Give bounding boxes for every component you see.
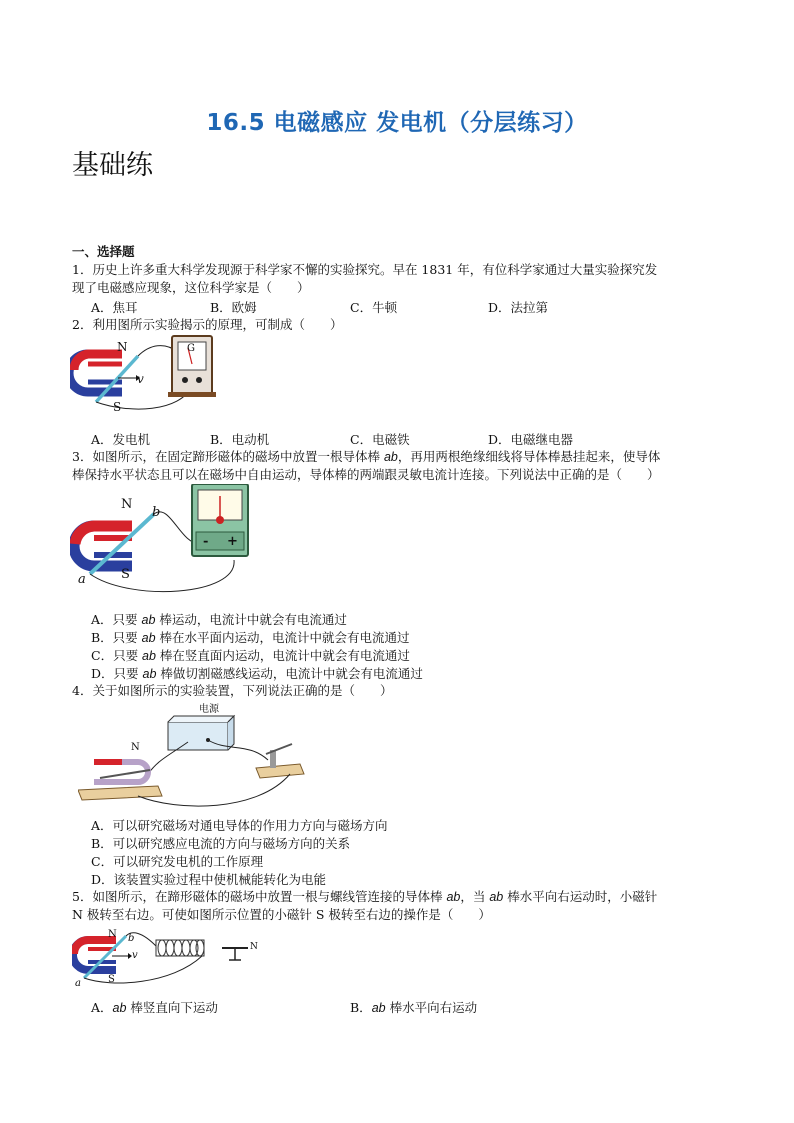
q3-option-c[interactable]: C．只要 ab 棒在竖直面内运动，电流计中就会有电流通过: [91, 648, 410, 663]
section-heading: 基础练: [72, 150, 153, 181]
q5-fig-label-b: b: [128, 933, 135, 944]
part-heading: 一、选择题: [72, 244, 135, 259]
q5-fig-label-needle-n: N: [250, 942, 258, 952]
q3-fig-label-b: b: [152, 505, 161, 520]
q3-fig-label-minus: -: [203, 534, 209, 549]
q1-stem-line2: 现了电磁感应现象，这位科学家是（ ）: [72, 280, 310, 295]
q5-fig-label-a: a: [75, 978, 81, 989]
q2-stem: 2．利用图所示实验揭示的原理，可制成（ ）: [72, 317, 343, 332]
q5-fig-label-v: v: [132, 950, 138, 961]
q3-fig-label-n: N: [121, 497, 133, 512]
q5-option-b[interactable]: B．ab 棒水平向右运动: [350, 1000, 478, 1015]
q2-fig-label-n: N: [117, 340, 128, 354]
q3-stem-line2: 棒保持水平状态且可以在磁场中自由运动，导体棒的两端跟灵敏电流计连接。下列说法中正确的是（ ）: [72, 467, 660, 482]
q1-stem-line1: 1．历史上许多重大科学发现源于科学家不懈的实验探究。早在 1831 年，有位科学家通过大量实验探究发: [72, 262, 658, 277]
page-title: 16.5 电磁感应 发电机（分层练习）: [206, 110, 588, 136]
q5-figure: [72, 926, 262, 992]
q2-fig-label-g: G: [187, 343, 195, 354]
q3-stem-line1: 3．如图所示，在固定蹄形磁体的磁场中放置一根导体棒 ab，再用两根绝缘细线将导体棒悬挂起来，使导体: [72, 449, 661, 464]
q3-figure: [70, 484, 250, 604]
q4-option-b[interactable]: B．可以研究感应电流的方向与磁场方向的关系: [91, 836, 351, 851]
q4-fig-label-n: N: [131, 742, 140, 753]
q5-fig-label-n: N: [108, 929, 117, 940]
q5-stem-line1: 5．如图所示，在蹄形磁体的磁场中放置一根与螺线管连接的导体棒 ab，当 ab 棒水平向右运动时，小磁针: [72, 889, 658, 904]
q2-fig-label-v: v: [137, 372, 144, 386]
q2-option-b[interactable]: B．电动机: [210, 432, 270, 447]
q4-option-a[interactable]: A．可以研究磁场对通电导体的作用力方向与磁场方向: [91, 818, 388, 833]
q2-fig-label-s: S: [113, 400, 122, 414]
q1-option-b[interactable]: B．欧姆: [210, 300, 257, 315]
q4-figure: [78, 712, 318, 812]
q5-option-a[interactable]: A．ab 棒竖直向下运动: [91, 1000, 218, 1015]
q3-fig-label-plus: +: [227, 534, 238, 549]
q3-option-d[interactable]: D．只要 ab 棒做切割磁感线运动，电流计中就会有电流通过: [91, 666, 423, 681]
q4-option-c[interactable]: C．可以研究发电机的工作原理: [91, 854, 264, 869]
q3-option-a[interactable]: A．只要 ab 棒运动，电流计中就会有电流通过: [91, 612, 347, 627]
q3-option-b[interactable]: B．只要 ab 棒在水平面内运动，电流计中就会有电流通过: [91, 630, 410, 645]
q4-stem: 4．关于如图所示的实验装置，下列说法正确的是（ ）: [72, 683, 393, 698]
q5-fig-label-s: S: [108, 974, 115, 985]
q4-fig-label-source: 电源: [199, 704, 219, 715]
q1-option-c[interactable]: C．牛顿: [350, 300, 398, 315]
q3-fig-label-a: a: [78, 572, 86, 587]
q3-fig-label-s: S: [121, 567, 130, 582]
q2-option-c[interactable]: C．电磁铁: [350, 432, 410, 447]
q2-figure: [70, 334, 230, 418]
q2-option-a[interactable]: A．发电机: [91, 432, 151, 447]
q1-option-a[interactable]: A．焦耳: [91, 300, 138, 315]
q2-option-d[interactable]: D．电磁继电器: [488, 432, 574, 447]
q1-option-d[interactable]: D．法拉第: [488, 300, 549, 315]
q5-stem-line2: N 极转至右边。可使如图所示位置的小磁针 S 极转至右边的操作是（ ）: [72, 907, 491, 922]
q4-option-d[interactable]: D．该装置实验过程中使机械能转化为电能: [91, 872, 327, 887]
